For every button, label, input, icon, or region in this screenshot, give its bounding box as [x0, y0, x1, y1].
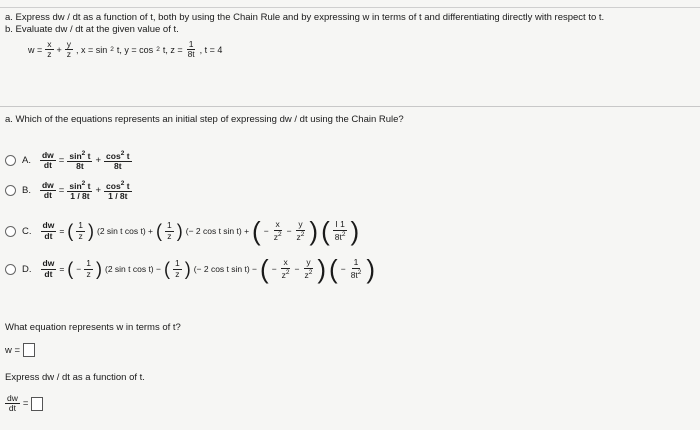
x-over-z: $\frac{x}{z}$ — [47, 39, 52, 60]
option-b-radio[interactable] — [5, 185, 16, 196]
w-answer-row: w = — [5, 343, 35, 357]
section-divider — [0, 106, 700, 107]
y-over-z: $\frac{y}{z}$ — [66, 39, 72, 60]
dwdt-answer-input[interactable] — [31, 397, 43, 411]
option-d[interactable]: D. $\frac{dw}{dt}$ = ( − $\frac{1}{z}$ ) (2 sin t cos t) − ( $\frac{1}{z}$ ) (− 2 cos t sin t) − ( − $\frac{x}{z^2}$ − $\frac{y}{z^2}$ ) ( − $\frac{1}{8t^2}$ ) — [5, 256, 375, 282]
subquestion-text: a. Which of the equations represents an initial step of expressing dw / dt using the Chain Rule? — [5, 114, 404, 125]
w-equals: w = — [28, 44, 43, 55]
option-b[interactable]: B. $\frac{dw}{dt}$ = $\frac{\sin^2 t}{1 / 8t}$ + $\frac{\cos^2 t}{1 / 8t}$ — [5, 180, 132, 202]
part-a-text: a. Express dw / dt as a function of t, both by using the Chain Rule and by expressing w in terms of t and differentiating directly with respect to t. — [5, 12, 605, 23]
option-a[interactable]: A. $\frac{dw}{dt}$ = $\frac{\sin^2 t}{8t}$ + $\frac{\cos^2 t}{8t}$ — [5, 150, 132, 172]
w-answer-input[interactable] — [23, 343, 35, 357]
one-over-8t: $\frac{1}{8t}$ — [187, 39, 195, 60]
option-a-radio[interactable] — [5, 155, 16, 166]
option-c-radio[interactable] — [5, 226, 16, 237]
dwdt-answer-row: $\frac{dw}{dt}$ = — [5, 394, 43, 414]
q-express-dwdt: Express dw / dt as a function of t. — [5, 372, 145, 383]
option-d-radio[interactable] — [5, 264, 16, 275]
option-c[interactable]: C. $\frac{dw}{dt}$ = ( $\frac{1}{z}$ ) (2 sin t cos t) + ( $\frac{1}{z}$ ) (− 2 cos t sin t) + ( − $\frac{x}{z^2}$ − $\frac{y}{z^2}$ ) ( $\frac{I 1}{8t^2}$ ) — [5, 218, 359, 244]
top-divider — [0, 7, 700, 8]
q-w-in-terms-of-t: What equation represents w in terms of t? — [5, 322, 181, 333]
part-b-text: b. Evaluate dw / dt at the given value of t. — [5, 24, 179, 35]
given-equation: w = $\frac{x}{z}$ + $\frac{y}{z}$ , x = sin 2 t, y = cos 2 t, z = $\frac{1}{8t}$ , t = 4 — [28, 39, 223, 60]
